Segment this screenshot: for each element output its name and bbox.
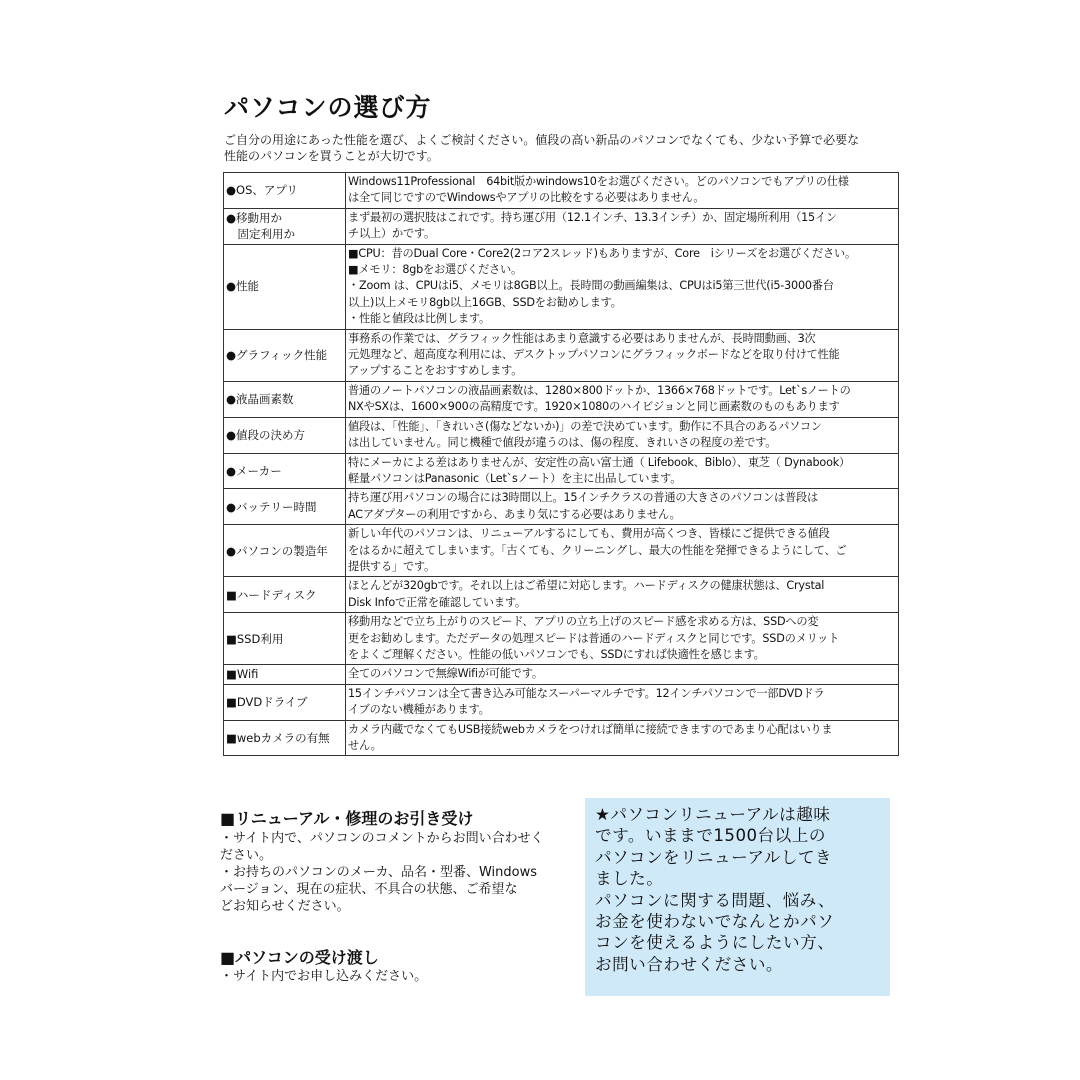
row-description [346, 453, 899, 489]
row-label [224, 381, 346, 417]
row-label [224, 453, 346, 489]
renewal-title: ■リニューアル・修理のお引き受け [220, 809, 474, 828]
row-description [346, 684, 899, 720]
row-description-line: 15インチパソコンは全て書き込み可能なスーパーマルチです。12インチパソコンで一部DVDドラ [348, 686, 825, 700]
row-label-line: ●バッテリー時間 [226, 499, 317, 514]
row-description-line: せん。 [348, 739, 382, 752]
renewal-line: ださい。 [220, 848, 273, 863]
note-line: です。いままで1500台以上の [595, 826, 826, 846]
row-description-line: NXやSXは、1600×900の高精度です。1920×1080のハイビジョンと同じ画素数のものもあります [348, 400, 840, 414]
row-label-line: ■ハードディスク [226, 587, 317, 602]
note-line: パソコンをリニューアルしてき [595, 847, 833, 867]
row-description [346, 577, 899, 613]
row-description-line: まず最初の選択肢はこれです。持ち運び用（12.1インチ、13.3インチ）か、固定場所利用（15イン [348, 210, 837, 224]
row-description [346, 417, 899, 453]
table-row [224, 665, 899, 684]
row-description [346, 173, 899, 209]
row-description-line: 値段は、「性能」、「きれいさ(傷などないか)」の差で決めています。動作に不具合のあるパソコン [348, 419, 822, 433]
table-row [224, 720, 899, 756]
row-description-line: 元処理など、超高度な利用には、デスクトップパソコンにグラフィックボードなどを取り付けて性能 [348, 348, 840, 362]
row-description [346, 665, 899, 684]
row-description-line: 事務系の作業では、グラフィック性能はあまり意識する必要はありませんが、長時間動画、3次 [348, 331, 816, 345]
row-label [224, 244, 346, 329]
row-description-line: 全てのパソコンで無線Wifiが可能です。 [348, 667, 543, 681]
renewal-line: バージョン、現在の症状、不具合の状態、ご希望な [220, 882, 518, 897]
row-label [224, 173, 346, 209]
row-description-line: イブのない機種があります。 [348, 703, 490, 717]
intro-line: ご自分の用途にあった性能を選び、よくご検討ください。値段の高い新品のパソコンでなくても、少ない予算で必要な [224, 133, 860, 147]
note-line: ました。 [595, 869, 664, 889]
table-row [224, 525, 899, 577]
row-description-line: ■CPU：昔のDual Core・Core2(2コア2スレッド)もありますが、Core iシリーズをお選びください。 [348, 246, 856, 260]
row-description [346, 720, 899, 756]
row-label-line: ●値段の決め方 [226, 427, 306, 442]
table-row [224, 489, 899, 525]
row-description-line: 提供する」です。 [348, 559, 436, 573]
row-label-line: ●メーカー [226, 463, 282, 478]
row-label [224, 720, 346, 756]
table-row [224, 613, 899, 665]
row-label [224, 489, 346, 525]
note-line: パソコンに関する問題、悩み、 [595, 890, 835, 910]
renewal-text [220, 830, 575, 915]
row-description-line: 普通のノートパソコンの液晶画素数は、1280×800ドットか、1366×768ドットです。Let`sノートの [348, 383, 851, 397]
row-description-line: 特にメーカによる差はありませんが、安定性の高い富士通（ Lifebook、Biblo）、東芝（ Dynabook） [348, 455, 850, 469]
row-label-line: 固定利用か [226, 227, 295, 242]
intro-line: 性能のパソコンを買うことが大切です。 [224, 149, 439, 163]
row-description-line: アップすることをおすすめします。 [348, 364, 523, 378]
row-description-line: は出していません。同じ機種で値段が違うのは、傷の程度、きれいさの程度の差です。 [348, 436, 777, 450]
handover-line: ・サイト内でお申し込みください。 [220, 969, 428, 984]
row-description [346, 613, 899, 665]
table-row [224, 577, 899, 613]
renewal-line: ・サイト内で、パソコンのコメントからお問い合わせく [220, 831, 544, 846]
row-label [224, 417, 346, 453]
selection-table [223, 172, 899, 756]
table-row [224, 329, 899, 381]
row-label [224, 613, 346, 665]
row-description [346, 489, 899, 525]
page-title: パソコンの選び方 [224, 93, 432, 122]
row-label-line: ■SSD利用 [226, 631, 284, 646]
row-description [346, 208, 899, 244]
row-description-line: Windows11Professional 64bit版かwindows10をお選びください。どのパソコンでもアプリの仕様 [348, 175, 849, 188]
row-description-line: Disk Infoで正常を確認しています。 [348, 595, 526, 609]
row-description-line: は全て同じですのでWindowsやアプリの比較をする必要はありません。 [348, 191, 705, 205]
row-description-line: カメラ内蔵でなくてもUSB接続webカメラをつければ簡単に接続できますのであまり心配はいりま [348, 722, 833, 736]
note-line: ★パソコンリニューアルは趣味 [595, 805, 831, 824]
row-label [224, 208, 346, 244]
row-description-line: 移動用などで立ち上がりのスピード、アプリの立ち上げのスピード感を求める方は、SSDへの変 [348, 615, 819, 629]
row-description [346, 525, 899, 577]
row-label-line: ■Wifi [226, 667, 259, 682]
table-row [224, 208, 899, 244]
table-row [224, 684, 899, 720]
note-line: コンを使えるようにしたい方、 [595, 933, 835, 953]
row-description-line: チ以上）かです。 [348, 227, 436, 241]
row-label-line: ●グラフィック性能 [226, 348, 328, 363]
row-description-line: ACアダプターの利用ですから、あまり気にする必要はありません。 [348, 507, 681, 521]
table-row [224, 453, 899, 489]
row-description-line: をよくご理解ください。性能の低いパソコンでも、SSDにすれば快適性を感じます。 [348, 647, 765, 661]
table-row [224, 417, 899, 453]
renewal-hobby-note [585, 798, 890, 996]
note-line: お金を使わないでなんとかパソ [595, 912, 835, 932]
row-label [224, 329, 346, 381]
row-label-line: ●パソコンの製造年 [226, 543, 328, 558]
row-description-line: 持ち運び用パソコンの場合には3時間以上。15インチクラスの普通の大きさのパソコンは普段は [348, 491, 819, 505]
note-line: お問い合わせください。 [595, 954, 784, 974]
row-description [346, 329, 899, 381]
row-description-line: 更をお勧めします。ただデータの処理スピードは普通のハードディスクと同じです。SSDのメリット [348, 631, 840, 645]
row-label-line: ■webカメラの有無 [226, 730, 330, 745]
row-label-line: ■DVDドライブ [226, 694, 308, 709]
row-description-line: ほとんどが320gbです。それ以上はご希望に対応します。ハードディスクの健康状態は、Crystal [348, 579, 825, 593]
renewal-line: どお知らせください。 [220, 899, 350, 914]
row-label [224, 684, 346, 720]
row-description-line: ・Zoom は、CPUはi5、メモリは8GB以上。長時間の動画編集は、CPUはi5第三世代(i5-3000番台 [348, 279, 834, 293]
row-label-line: ●性能 [226, 279, 260, 294]
renewal-line: ・お持ちのパソコンのメーカ、品名・型番、Windows [220, 865, 537, 880]
row-description [346, 244, 899, 329]
row-label [224, 665, 346, 684]
row-label [224, 525, 346, 577]
row-description-line: 新しい年代のパソコンは、リニューアルするにしても、費用が高くつき、皆様にご提供できる値段 [348, 527, 830, 541]
row-label-line: ●移動用か [226, 210, 283, 225]
row-label-line: ●OS、アプリ [226, 183, 298, 198]
row-label-line: ●液晶画素数 [226, 392, 294, 407]
table-row [224, 173, 899, 209]
row-description-line: 以上)以上メモリ8gb以上16GB、SSDをお勧めします。 [348, 295, 622, 309]
intro-text [224, 132, 904, 164]
row-label [224, 577, 346, 613]
row-description [346, 381, 899, 417]
row-description-line: をはるかに超えてしまいます。「古くても、クリーニングし、最大の性能を発揮できるようにして、ご [348, 543, 847, 557]
row-description-line: 軽量パソコンはPanasonic（Let`sノート）を主に出品しています。 [348, 471, 682, 485]
table-row [224, 244, 899, 329]
row-description-line: ・性能と値段は比例します。 [348, 312, 490, 326]
row-description-line: ■メモリ：8gbをお選びください。 [348, 263, 522, 277]
handover-title: ■パソコンの受け渡し [220, 948, 379, 967]
table-row [224, 381, 899, 417]
handover-text [220, 968, 575, 985]
